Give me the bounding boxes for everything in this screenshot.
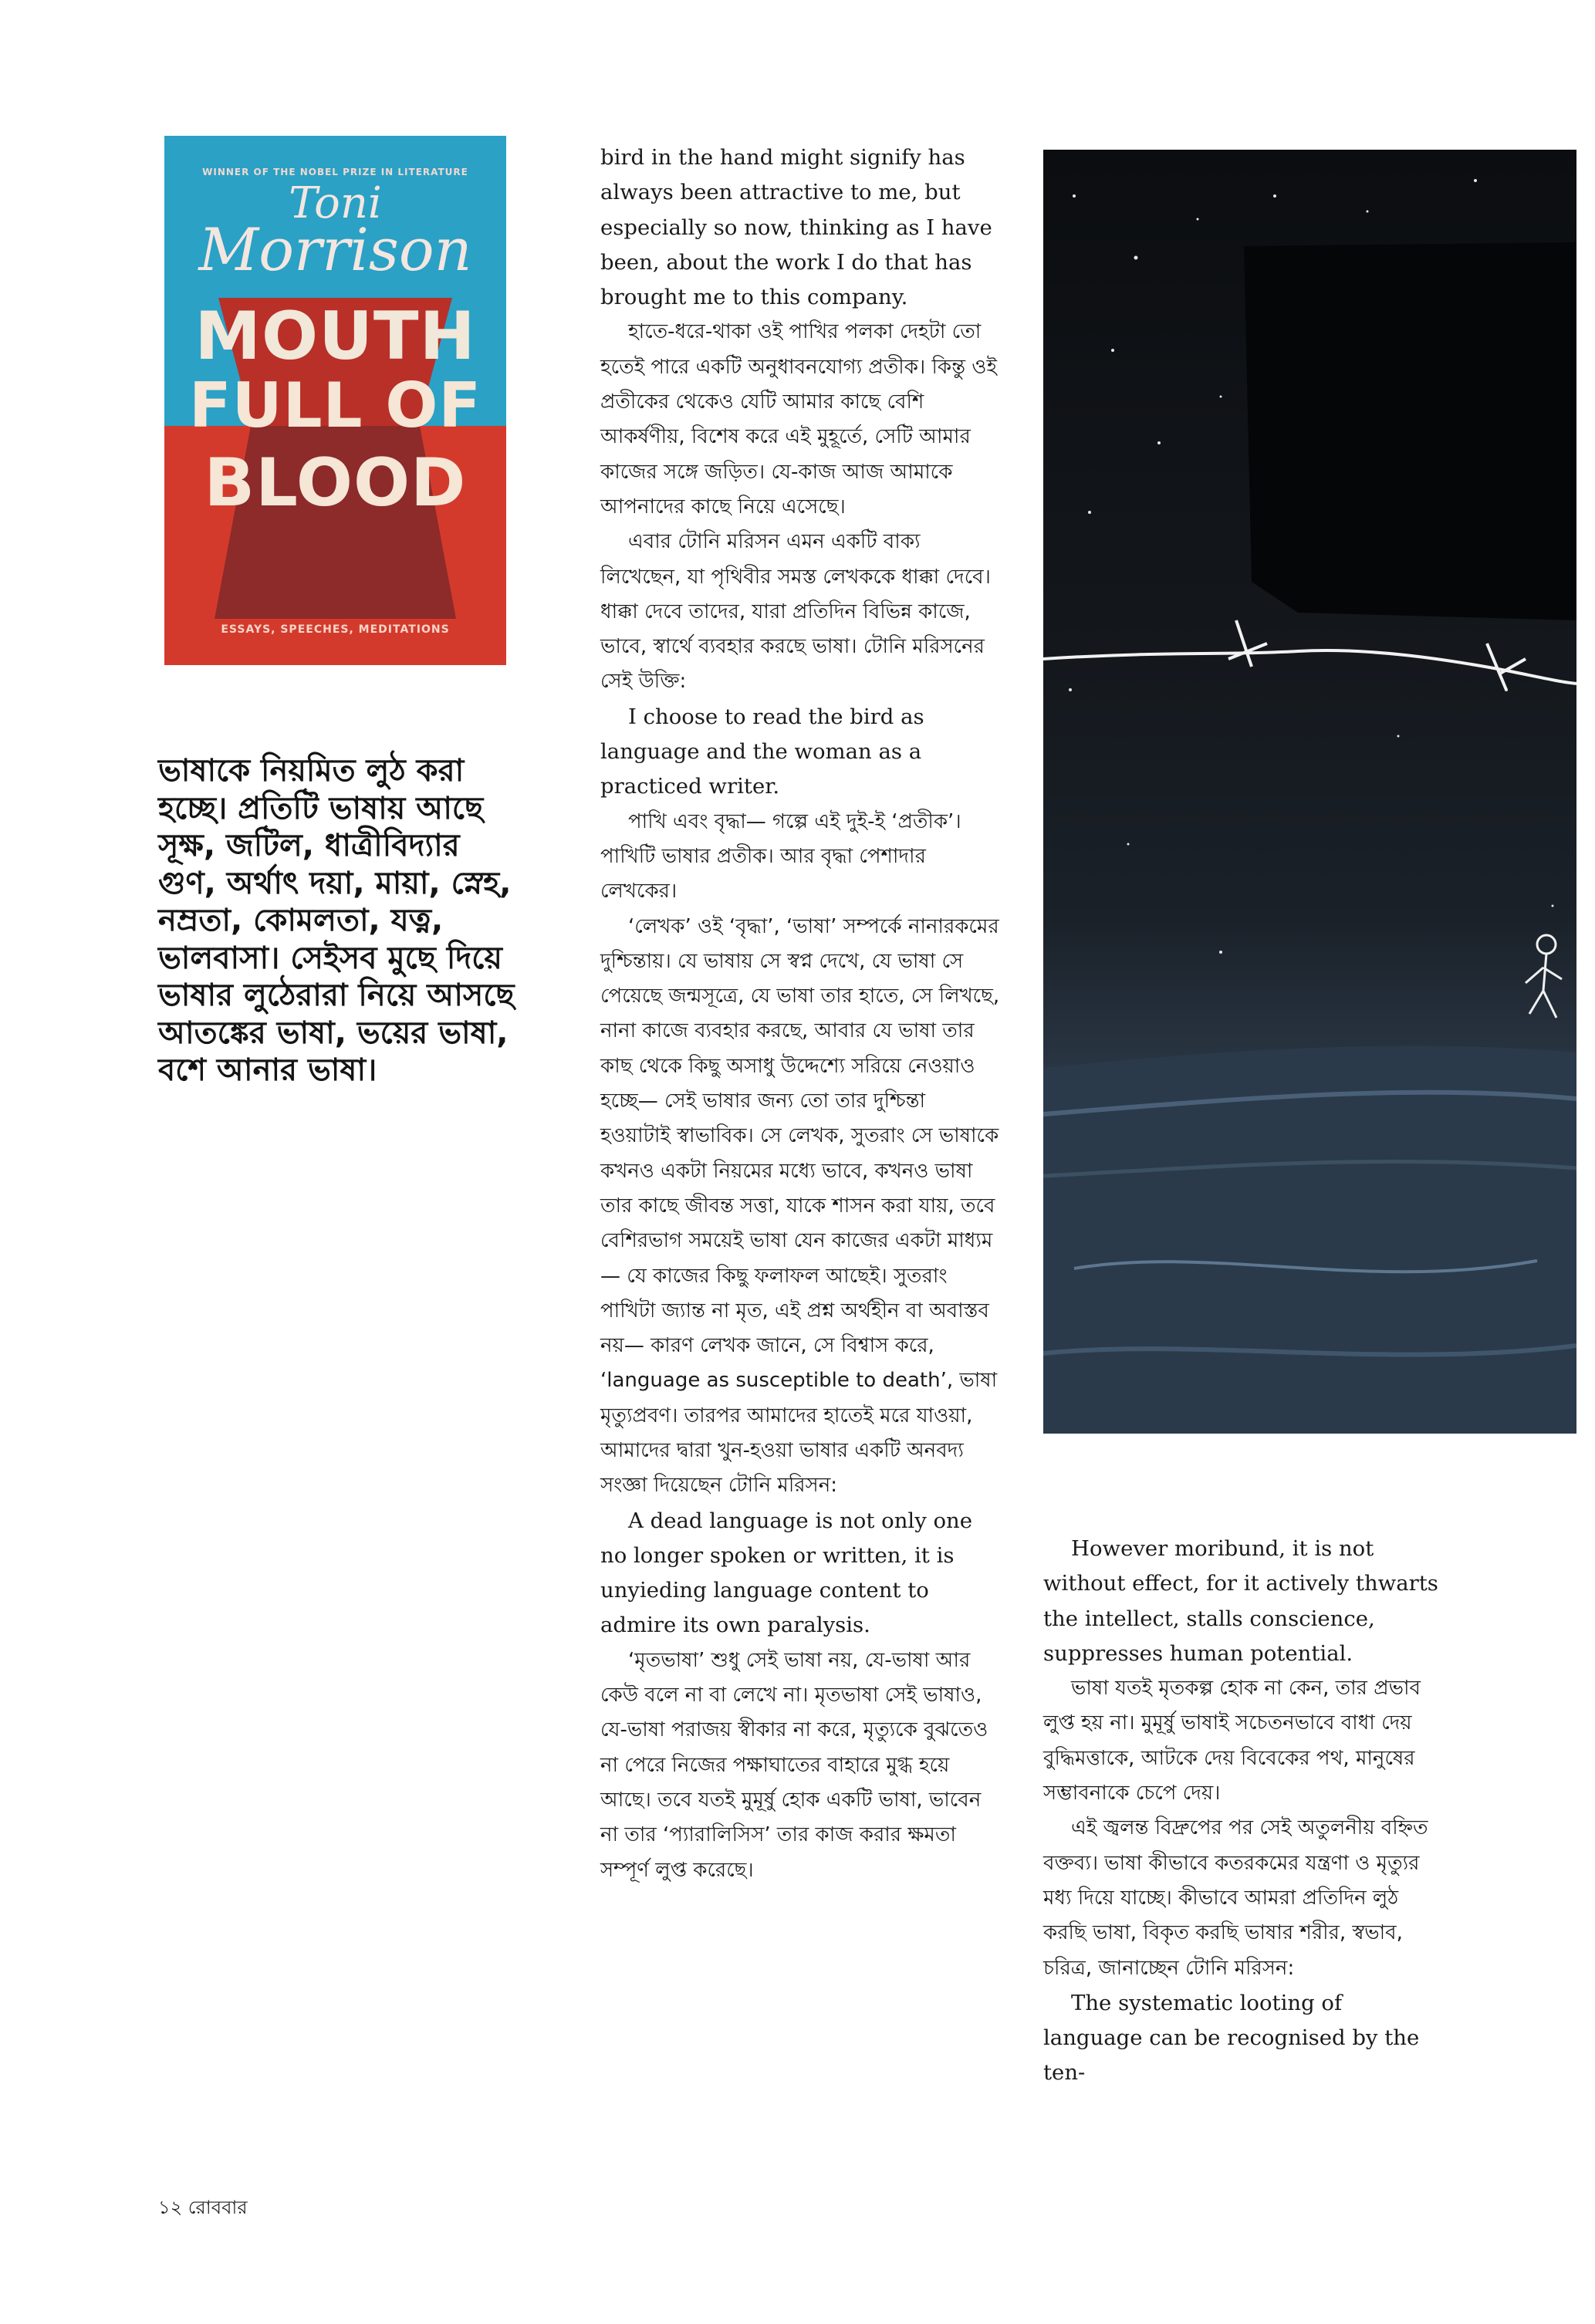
page-footer: ১২ রোববার — [158, 2197, 248, 2218]
book-title-line-1: MOUTH — [194, 298, 476, 375]
paragraph-quote: I choose to read the bird as language and the woman as a practiced writer. — [600, 704, 924, 799]
article-column-middle — [600, 140, 1000, 1888]
paragraph: হাতে-ধরে-থাকা ওই পাখির পলকা দেহটা তো হতেই পারে একটি অনুধাবনযোগ্য প্রতীক। কিন্তু ওই প্রতীকের থেকেও যেটি আমার কাছে বেশি আকর্ষণীয়, বিশেষ করে এই মুহূর্তে, সেটি আমার কাজের সঙ্গে জড়িত। যে-কাজ আজ আমাকে আপনাদের কাছে নিয়ে এসেছে। — [600, 320, 997, 519]
paragraph: পাখি এবং বৃদ্ধা— গল্পে এই দুই-ই ‘প্রতীক’। পাখিটি ভাষার প্রতীক। আর বৃদ্ধা পেশাদার লেখকের। — [600, 809, 961, 904]
paragraph: এই জ্বলন্ত বিদ্রুপের পর সেই অতুলনীয় বহ্নিত বক্তব্য। ভাষা কীভাবে কতরকমের যন্ত্রণা ও মৃত্যুর মধ্য দিয়ে যাচ্ছে। কীভাবে আমরা প্রতিদিন লুঠ করছি ভাষা, বিকৃত করছি ভাষার শরীর, স্বভাব, চরিত্র, জানাচ্ছেন টোনি মরিসন: — [1043, 1816, 1428, 1980]
article-column-right — [1043, 1532, 1443, 2091]
book-award-text: WINNER OF THE NOBEL PRIZE IN LITERATURE — [202, 167, 468, 177]
paragraph-quote: A dead language is not only one no longer spoken or written, it is unyieding language content to admire its own paralysis. — [600, 1508, 973, 1638]
book-subtitle: ESSAYS, SPEECHES, MEDITATIONS — [221, 623, 450, 636]
illustration-night-scene — [1043, 150, 1576, 1434]
book-author-first: Toni — [289, 178, 382, 228]
book-title-line-2: FULL OF — [188, 370, 482, 441]
book-title-line-3: BLOOD — [204, 444, 467, 522]
paragraph-quote: The systematic looting of language can be recognised by the ten- — [1043, 1990, 1420, 2086]
paragraph: ‘মৃতভাষা’ শুধু সেই ভাষা নয়, যে-ভাষা আর কেউ বলে না বা লেখে না। মৃতভাষা সেই ভাষাও, যে-ভাষা পরাজয় স্বীকার না করে, মৃত্যুকে বুঝতেও না পেরে নিজের পক্ষাঘাতের বাহারে মুগ্ধ হয়ে আছে। তবে যতই মুমূর্ষু হোক একটি ভাষা, ভাবেন না তার ‘প্যারালিসিস’ তার কাজ করার ক্ষমতা সম্পূর্ণ লুপ্ত করেছে। — [600, 1648, 988, 1882]
paragraph: এবার টোনি মরিসন এমন একটি বাক্য লিখেছেন, যা পৃথিবীর সমস্ত লেখককে ধাক্কা দেবে। ধাক্কা দেবে তাদের, যারা প্রতিদিন বিভিন্ন কাজে, ভাবে, স্বার্থে ব্যবহার করছে ভাষা। টোনি মরিসনের সেই উক্তি: — [600, 530, 991, 694]
book-author-last: Morrison — [198, 215, 472, 284]
paragraph-quote: However moribund, it is not without effect, for it actively thwarts the intellect, stalls conscience, suppresses human potential. — [1043, 1536, 1438, 1666]
illustration-artwork — [1043, 150, 1576, 1434]
book-author — [164, 178, 506, 284]
paragraph: ভাষা যতই মৃতকল্প হোক না কেন, তার প্রভাব লুপ্ত হয় না। মুমূর্ষু ভাষাই সচেতনভাবে বাধা দেয় বুদ্ধিমত্তাকে, আটকে দেয় বিবেকের পথ, মানুষের সম্ভাবনাকে চেপে দেয়। — [1043, 1677, 1421, 1805]
paragraph: ‘লেখক’ ওই ‘বৃদ্ধা’, ‘ভাষা’ সম্পর্কে নানারকমের দুশ্চিন্তায়। যে ভাষায় সে স্বপ্ন দেখে, যে ভাষা সে পেয়েছে জন্মসূত্রে, যে ভাষা তার হাতে, সে লিখছে, নানা কাজে ব্যবহার করছে, আবার যে ভাষা তার কাছ থেকে কিছু অসাধু উদ্দেশ্যে সরিয়ে নেওয়াও হচ্ছে— সেই ভাষার জন্য তো তার দুশ্চিন্তা হওয়াটাই স্বাভাবিক। সে লেখক, সুতরাং সে ভাষাকে কখনও একটা নিয়মের মধ্যে ভাবে, কখনও ভাষা তার কাছে জীবন্ত সত্তা, যাকে শাসন করা যায়, তবে বেশিরভাগ সময়েই ভাষা যেন কাজের একটা মাধ্যম— যে কাজের কিছু ফলাফল আছেই। সুতরাং পাখিটা জ্যান্ত না মৃত, এই প্রশ্ন অর্থহীন বা অবাস্তব নয়— কারণ লেখক জানে, সে বিশ্বাস করে, ‘language as susceptible to death’, ভাষা মৃত্যুপ্রবণ। তারপর আমাদের হাতেই মরে যাওয়া, আমাদের দ্বারা খুন-হওয়া ভাষার একটি অনবদ্য সংজ্ঞা দিয়েছেন টোনি মরিসন: — [600, 914, 1000, 1498]
paragraph: bird in the hand might signify has always been attractive to me, but especially so now, thinking as I have been, about the work I do that has brought me to this company. — [600, 145, 992, 310]
book-cover-image — [164, 136, 506, 665]
pull-quote: ভাষাকে নিয়মিত লুঠ করা হচ্ছে। প্রতিটি ভাষায় আছে সূক্ষ, জটিল, ধাত্রীবিদ্যার গুণ, অর্থাৎ দয়া, মায়া, স্নেহ, নম্রতা, কোমলতা, যত্ন, ভালবাসা। সেইসব মুছে দিয়ে ভাষার লুঠেরারা নিয়ে আসছে আতঙ্কের ভাষা, ভয়ের ভাষা, বশে আনার ভাষা। — [158, 753, 515, 1088]
